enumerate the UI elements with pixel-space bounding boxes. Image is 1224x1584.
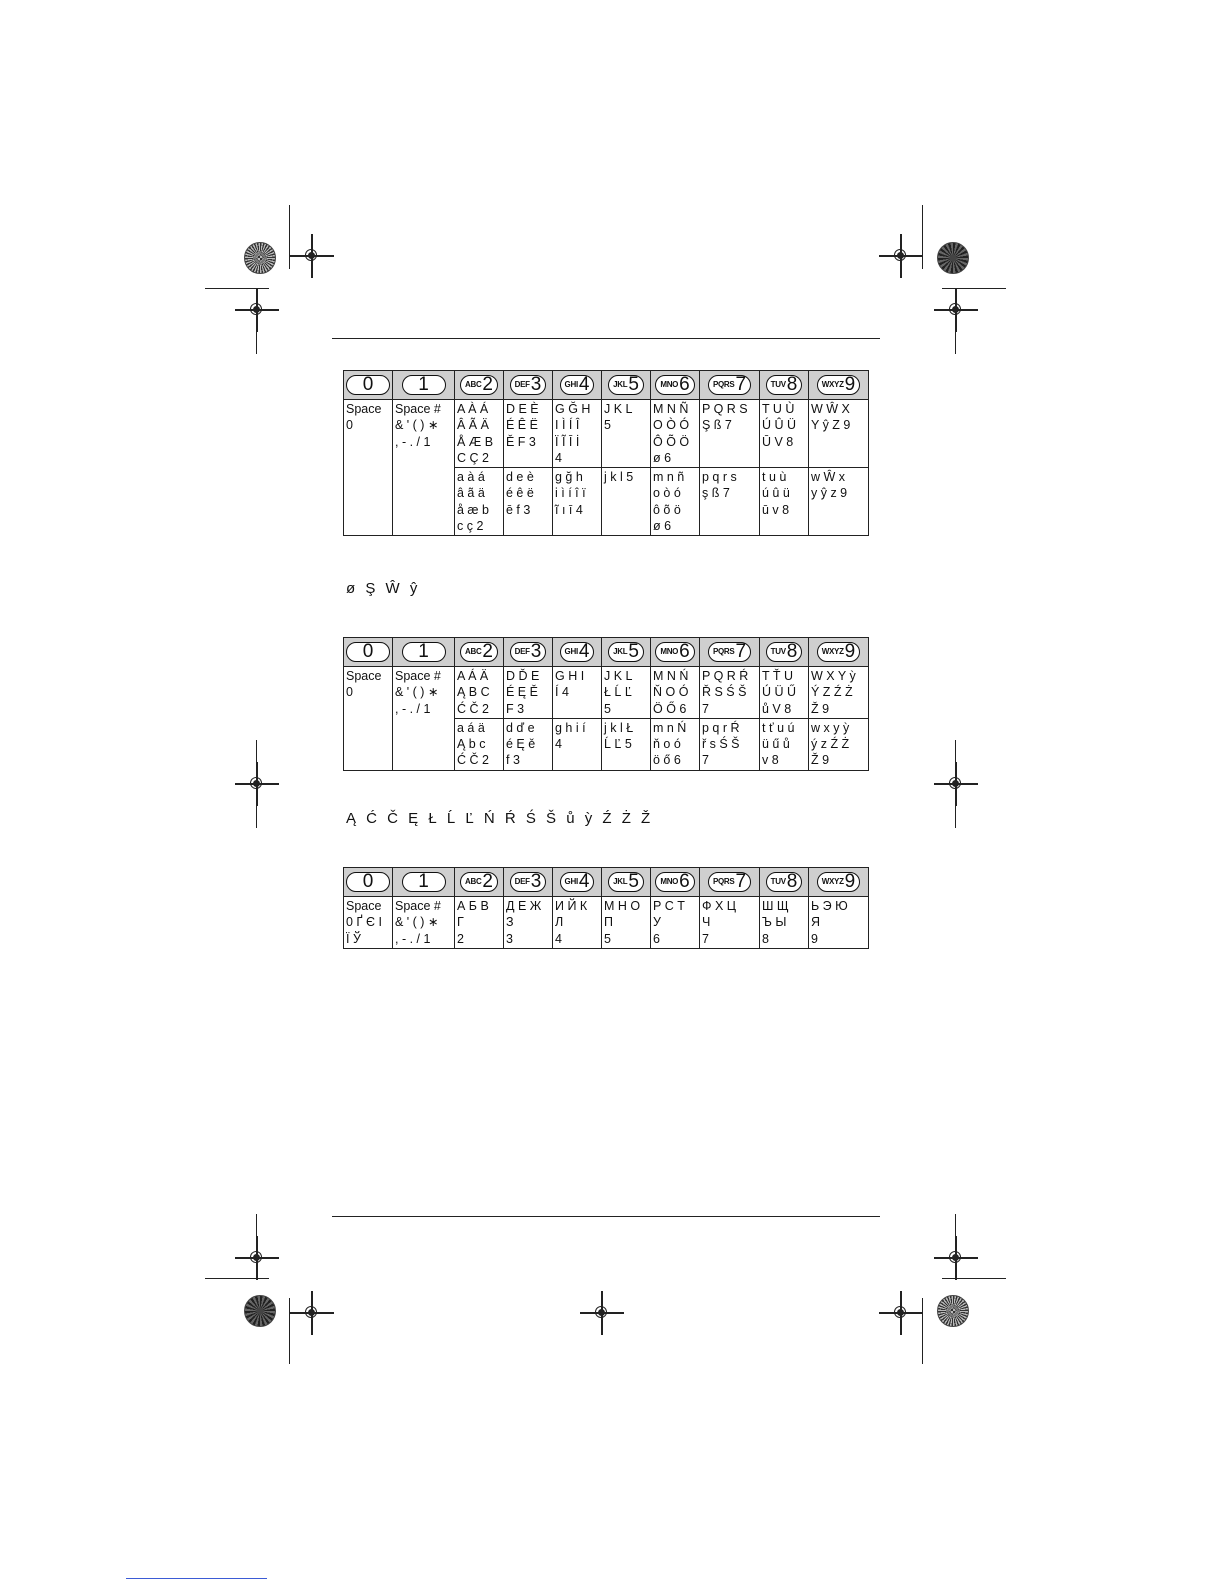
crosshair-icon <box>934 288 978 332</box>
key-digit: 5 <box>628 641 639 663</box>
key-9-lower: w x y ỳ ý z Ź Ż Ž 9 <box>809 718 869 770</box>
footer-rule <box>332 1216 880 1217</box>
key-3-lower: d e è é ê ë ē f 3 <box>504 468 553 536</box>
key-5-lower: j k l 5 <box>602 468 651 536</box>
key-digit: 4 <box>578 871 590 893</box>
key-2-header <box>455 638 504 667</box>
key-3-icon <box>510 872 547 892</box>
key-digit: 9 <box>844 641 856 663</box>
key-4-icon <box>560 872 595 892</box>
key-letters: JKL <box>613 876 628 886</box>
key-4-header <box>553 371 602 400</box>
key-5-lower: j k l Ł Ĺ Ľ 5 <box>602 718 651 770</box>
key-4-upper: И Й К Л 4 <box>553 897 602 949</box>
key-6-lower: m n ñ o ò ó ô õ ö ø 6 <box>651 468 700 536</box>
crosshair-icon <box>580 1291 624 1335</box>
key-1-icon <box>402 375 446 395</box>
key-8-header <box>760 371 809 400</box>
crosshair-icon <box>934 1236 978 1280</box>
key-digit: 0 <box>362 641 374 662</box>
key-3-header <box>504 371 553 400</box>
key-digit: 3 <box>530 374 542 396</box>
key-digit: 2 <box>482 871 493 893</box>
key-digit: 9 <box>844 871 856 893</box>
key-8-lower: t ť u ú ü ű ů v 8 <box>760 718 809 770</box>
key-1-header <box>393 638 455 667</box>
key-7-lower: p q r Ŕ ř s Ś Š 7 <box>700 718 760 770</box>
key-2-lower: a á ä Ą b c Ć Č 2 <box>455 718 504 770</box>
key-letters: WXYZ <box>821 379 844 389</box>
key-letters: MNO <box>660 876 679 886</box>
key-letters: WXYZ <box>821 646 844 656</box>
key-3-header <box>504 638 553 667</box>
central-european-key-table <box>343 637 869 771</box>
key-digit: 1 <box>418 641 429 662</box>
key-0-icon <box>346 375 390 395</box>
key-8-icon <box>766 375 803 395</box>
key-digit: 4 <box>578 641 590 663</box>
key-digit: 3 <box>530 641 542 663</box>
footer-link-underline <box>126 1578 267 1579</box>
key-0-chars: Space 0 <box>344 400 393 536</box>
key-digit: 7 <box>735 641 747 663</box>
key-5-header <box>602 868 651 897</box>
key-2-icon <box>460 872 498 892</box>
key-digit: 8 <box>786 871 798 893</box>
starburst-icon <box>937 242 969 274</box>
key-1-header <box>393 868 455 897</box>
key-2-upper: А Б В Г 2 <box>455 897 504 949</box>
key-digit: 1 <box>418 871 429 892</box>
starburst-icon <box>244 242 276 274</box>
key-2-header <box>455 371 504 400</box>
key-9-icon <box>817 872 861 892</box>
key-digit: 7 <box>735 871 747 893</box>
key-digit: 6 <box>679 374 690 396</box>
key-7-header <box>700 868 760 897</box>
key-letters: TUV <box>770 876 786 886</box>
key-letters: JKL <box>613 646 628 656</box>
key-2-icon <box>460 642 498 662</box>
key-letters: DEF <box>514 379 530 389</box>
key-letters: JKL <box>613 379 628 389</box>
key-7-icon <box>708 872 751 892</box>
key-digit: 5 <box>628 871 639 893</box>
key-letters: WXYZ <box>821 876 844 886</box>
key-6-lower: m n Ń ň o ó ö ő 6 <box>651 718 700 770</box>
key-header-row <box>344 371 869 400</box>
key-digit: 9 <box>844 374 856 396</box>
starburst-icon <box>937 1295 969 1327</box>
key-1-chars: Space # & ' ( ) ∗ , - . / 1 <box>393 897 455 949</box>
key-2-header <box>455 868 504 897</box>
key-3-icon <box>510 375 547 395</box>
key-8-lower: t u ù ú û ü ū v 8 <box>760 468 809 536</box>
key-9-header <box>809 638 869 667</box>
key-6-header <box>651 868 700 897</box>
extra-chars-central-european: Ą Ć Č Ę Ł Ĺ Ľ Ń Ŕ Ś Š ů ỳ Ź Ż Ž <box>346 810 654 827</box>
key-4-lower: g h i í 4 <box>553 718 602 770</box>
crosshair-icon <box>290 234 334 278</box>
key-8-upper: T Ť U Ú Ü Ű ů V 8 <box>760 667 809 719</box>
key-digit: 4 <box>578 374 590 396</box>
key-7-icon <box>708 375 751 395</box>
key-3-icon <box>510 642 547 662</box>
key-letters: GHI <box>564 379 578 389</box>
key-letters: TUV <box>770 646 786 656</box>
key-6-header <box>651 638 700 667</box>
key-digit: 2 <box>482 641 493 663</box>
key-9-upper: W X Y ỳ Ý Z Ź Ż Ž 9 <box>809 667 869 719</box>
key-0-chars: Space 0 Ґ Є І Ї Ў <box>344 897 393 949</box>
key-letters: PQRS <box>712 646 735 656</box>
key-2-icon <box>460 375 498 395</box>
key-9-icon <box>817 642 861 662</box>
key-6-upper: M N Ñ O Ò Ó Ô Õ Ö ø 6 <box>651 400 700 468</box>
key-1-icon <box>402 872 446 892</box>
crosshair-icon <box>879 234 923 278</box>
key-2-upper: A Á Ä Ą B C Ć Č 2 <box>455 667 504 719</box>
key-4-icon <box>560 642 595 662</box>
crosshair-icon <box>235 1236 279 1280</box>
crosshair-icon <box>235 288 279 332</box>
key-7-icon <box>708 642 751 662</box>
key-9-upper: W Ŵ X Y ŷ Z 9 <box>809 400 869 468</box>
key-5-icon <box>608 375 644 395</box>
key-letters: ABC <box>464 876 482 886</box>
key-8-upper: T U Ù Ú Û Ü Ū V 8 <box>760 400 809 468</box>
key-header-row <box>344 868 869 897</box>
key-digit: 5 <box>628 374 639 396</box>
key-4-icon <box>560 375 595 395</box>
key-digit: 8 <box>786 641 798 663</box>
key-5-header <box>602 371 651 400</box>
key-0-header <box>344 371 393 400</box>
key-5-icon <box>608 872 644 892</box>
key-letters: GHI <box>564 876 578 886</box>
key-9-header <box>809 868 869 897</box>
key-8-icon <box>766 872 803 892</box>
key-9-lower: w Ŵ x y ŷ z 9 <box>809 468 869 536</box>
key-letters: PQRS <box>712 876 735 886</box>
key-3-lower: d ď e é Ę ě f 3 <box>504 718 553 770</box>
key-9-upper: Ь Э Ю Я 9 <box>809 897 869 949</box>
key-3-header <box>504 868 553 897</box>
key-0-icon <box>346 872 390 892</box>
key-7-upper: P Q R S Ş ß 7 <box>700 400 760 468</box>
key-1-icon <box>402 642 446 662</box>
header-rule <box>332 338 880 339</box>
key-1-chars: Space # & ' ( ) ∗ , - . / 1 <box>393 400 455 536</box>
latin-key-table <box>343 370 869 536</box>
key-1-header <box>393 371 455 400</box>
key-5-header <box>602 638 651 667</box>
key-digit: 2 <box>482 374 493 396</box>
key-letters: TUV <box>770 379 786 389</box>
key-8-header <box>760 638 809 667</box>
key-letters: DEF <box>514 876 530 886</box>
key-0-icon <box>346 642 390 662</box>
key-letters: DEF <box>514 646 530 656</box>
key-0-header <box>344 638 393 667</box>
cyrillic-key-table <box>343 867 869 949</box>
key-0-header <box>344 868 393 897</box>
key-2-upper: A À Á Â Ã Ä Å Æ B C Ç 2 <box>455 400 504 468</box>
crosshair-icon <box>879 1291 923 1335</box>
key-6-header <box>651 371 700 400</box>
key-3-upper: D E È É Ê Ë Ě F 3 <box>504 400 553 468</box>
key-9-header <box>809 371 869 400</box>
key-2-lower: a à á â ã ä å æ b c ç 2 <box>455 468 504 536</box>
key-8-icon <box>766 642 803 662</box>
key-6-icon <box>655 642 694 662</box>
key-digit: 0 <box>362 871 374 892</box>
key-6-upper: Р С Т У 6 <box>651 897 700 949</box>
key-9-icon <box>817 375 861 395</box>
key-1-chars: Space # & ' ( ) ∗ , - . / 1 <box>393 667 455 771</box>
crosshair-icon <box>290 1291 334 1335</box>
key-7-upper: Ф Х Ц Ч 7 <box>700 897 760 949</box>
key-letters: MNO <box>660 646 679 656</box>
extra-chars-latin: ø Ş Ŵ ŷ <box>346 580 421 597</box>
key-digit: 1 <box>418 374 429 395</box>
key-header-row <box>344 638 869 667</box>
key-digit: 3 <box>530 871 542 893</box>
key-digit: 8 <box>786 374 798 396</box>
key-8-upper: Ш Щ Ъ Ы 8 <box>760 897 809 949</box>
key-letters: ABC <box>464 646 482 656</box>
key-letters: ABC <box>464 379 482 389</box>
key-7-upper: P Q R Ŕ Ř S Ś Š 7 <box>700 667 760 719</box>
crosshair-icon <box>235 762 279 806</box>
key-letters: PQRS <box>712 379 735 389</box>
key-6-icon <box>655 375 694 395</box>
key-5-upper: М Н О П 5 <box>602 897 651 949</box>
key-4-upper: G Ğ H I Ì Í Î Ï Ĩ Ī İ 4 <box>553 400 602 468</box>
key-7-lower: p q r s ş ß 7 <box>700 468 760 536</box>
key-3-upper: Д Е Ж З 3 <box>504 897 553 949</box>
key-digit: 6 <box>679 641 690 663</box>
crosshair-icon <box>934 762 978 806</box>
key-letters: MNO <box>660 379 679 389</box>
key-4-lower: g ğ h i ì í î ï ĩ ı ī 4 <box>553 468 602 536</box>
key-3-upper: D Ď E É Ę Ě F 3 <box>504 667 553 719</box>
key-6-upper: M N Ń Ň O Ó Ö Ő 6 <box>651 667 700 719</box>
key-7-header <box>700 371 760 400</box>
key-letters: GHI <box>564 646 578 656</box>
key-5-icon <box>608 642 644 662</box>
key-4-header <box>553 868 602 897</box>
key-4-header <box>553 638 602 667</box>
key-digit: 0 <box>362 374 374 395</box>
key-7-header <box>700 638 760 667</box>
key-5-upper: J K L Ł Ĺ Ľ 5 <box>602 667 651 719</box>
key-4-upper: G H I Í 4 <box>553 667 602 719</box>
key-digit: 7 <box>735 374 747 396</box>
starburst-icon <box>244 1295 276 1327</box>
key-6-icon <box>655 872 694 892</box>
key-0-chars: Space 0 <box>344 667 393 771</box>
key-8-header <box>760 868 809 897</box>
key-digit: 6 <box>679 871 690 893</box>
key-5-upper: J K L 5 <box>602 400 651 468</box>
